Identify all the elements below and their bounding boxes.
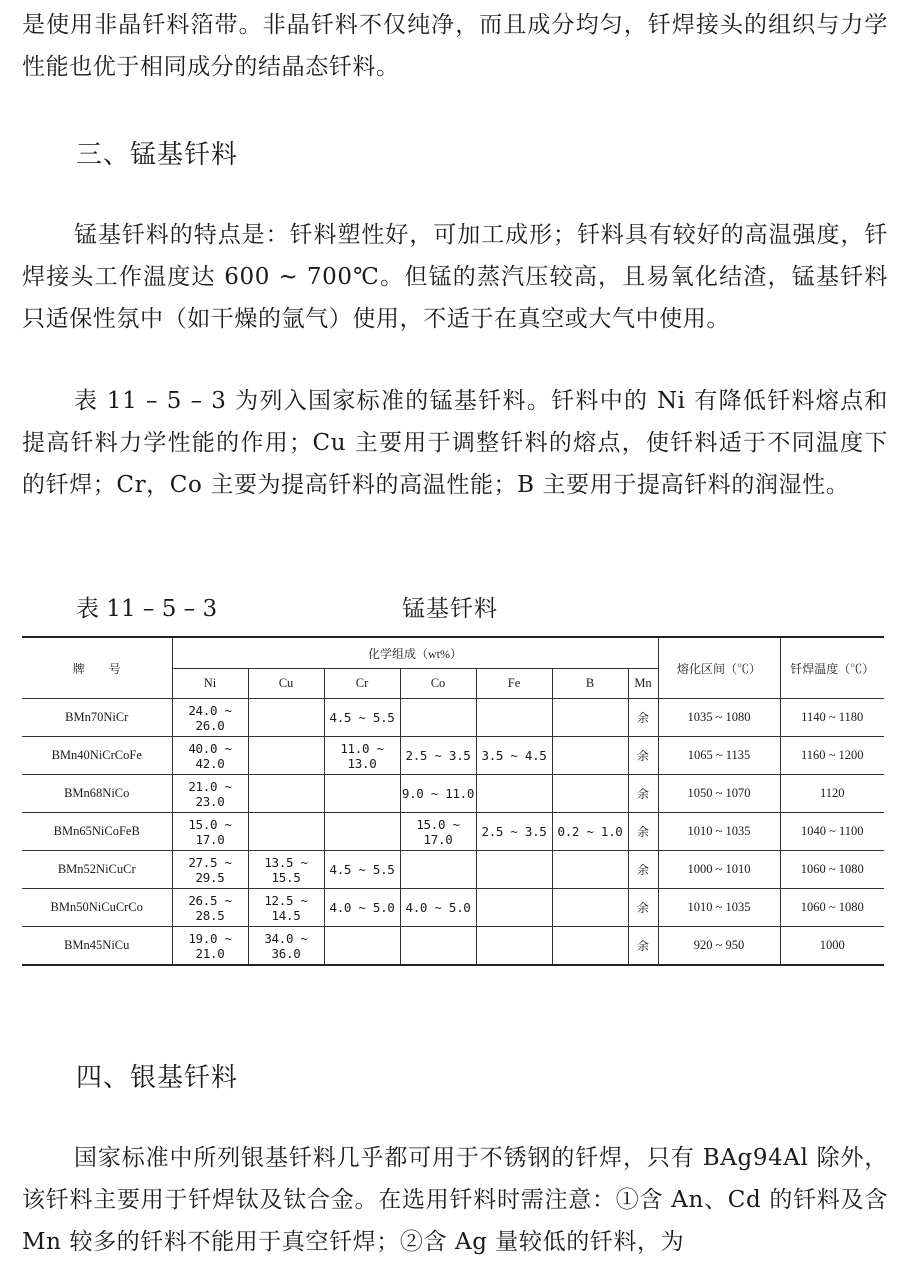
cell-cu [248, 775, 324, 813]
cell-brazing-temp: 1140 ~ 1180 [780, 699, 884, 737]
cell-melting-range: 920 ~ 950 [658, 927, 780, 966]
table-row [22, 889, 884, 927]
cell-melting-range: 1050 ~ 1070 [658, 775, 780, 813]
header-brand: 牌 号 [22, 637, 172, 699]
cell-cr: 4.5 ~ 5.5 [324, 851, 400, 889]
cell-b [552, 737, 628, 775]
cell-ni: 19.0 ~ 21.0 [172, 927, 248, 966]
cell-b [552, 889, 628, 927]
cell-mn: 余 [628, 699, 658, 737]
cell-ni: 21.0 ~ 23.0 [172, 775, 248, 813]
header-composition: 化学组成（wt%） [172, 637, 658, 669]
cell-brazing-temp: 1160 ~ 1200 [780, 737, 884, 775]
paragraph-silver-intro: 国家标准中所列银基钎料几乎都可用于不锈钢的钎焊，只有 BAg94Al 除外，该钎料主要用于钎焊钛及钛合金。在选用钎料时需注意：①含 An、Cd 的钎料及含 Mn 较多的钎料不能用于真空钎焊；②含 Ag 量较低的钎料，为 [22, 1145, 888, 1255]
paragraph-amorphous-foil: 是使用非晶钎料箔带。非晶钎料不仅纯净，而且成分均匀，钎焊接头的组织与力学性能也优于相同成分的结晶态钎料。 [22, 12, 888, 80]
cell-co [400, 851, 476, 889]
cell-fe [476, 927, 552, 966]
cell-cr [324, 927, 400, 966]
cell-fe [476, 889, 552, 927]
cell-brand: BMn50NiCuCrCo [22, 889, 172, 927]
table-row [22, 851, 884, 889]
cell-cu: 12.5 ~ 14.5 [248, 889, 324, 927]
table-row [22, 813, 884, 851]
cell-melting-range: 1065 ~ 1135 [658, 737, 780, 775]
paragraph-table-intro: 表 11 – 5 – 3 为列入国家标准的锰基钎料。钎料中的 Ni 有降低钎料熔点和提高钎料力学性能的作用；Cu 主要用于调整钎料的熔点，使钎料适于不同温度下的钎焊；Cr，Co 主要为提高钎料的高温性能；B 主要用于提高钎料的润湿性。 [22, 388, 888, 498]
cell-mn: 余 [628, 813, 658, 851]
cell-cr [324, 775, 400, 813]
cell-cr: 4.0 ~ 5.0 [324, 889, 400, 927]
table-header-row [22, 637, 884, 669]
cell-cr [324, 813, 400, 851]
cell-ni: 26.5 ~ 28.5 [172, 889, 248, 927]
paragraph-manganese-features: 锰基钎料的特点是：钎料塑性好，可加工成形；钎料具有较好的高温强度，钎焊接头工作温度达 600 ~ 700℃。但锰的蒸汽压较高，且易氧化结渣，锰基钎料只适保性氛中（如干燥的氩气）使用，不适于在真空或大气中使用。 [22, 222, 888, 332]
cell-brazing-temp: 1040 ~ 1100 [780, 813, 884, 851]
cell-brand: BMn70NiCr [22, 699, 172, 737]
cell-b [552, 927, 628, 966]
cell-co: 15.0 ~ 17.0 [400, 813, 476, 851]
cell-cu: 34.0 ~ 36.0 [248, 927, 324, 966]
cell-cu [248, 737, 324, 775]
cell-brazing-temp: 1120 [780, 775, 884, 813]
cell-ni: 15.0 ~ 17.0 [172, 813, 248, 851]
table-row [22, 737, 884, 775]
cell-b [552, 775, 628, 813]
cell-co [400, 699, 476, 737]
table-caption-title: 锰基钎料 [402, 596, 498, 622]
cell-melting-range: 1035 ~ 1080 [658, 699, 780, 737]
cell-cu: 13.5 ~ 15.5 [248, 851, 324, 889]
header-ni: Ni [172, 669, 248, 699]
cell-cu [248, 699, 324, 737]
cell-fe: 2.5 ~ 3.5 [476, 813, 552, 851]
cell-brand: BMn45NiCu [22, 927, 172, 966]
cell-mn: 余 [628, 775, 658, 813]
manganese-filler-table [22, 636, 884, 966]
header-melting-range: 熔化区间（℃） [658, 637, 780, 699]
cell-brazing-temp: 1060 ~ 1080 [780, 851, 884, 889]
cell-ni: 24.0 ~ 26.0 [172, 699, 248, 737]
cell-fe [476, 699, 552, 737]
cell-fe [476, 851, 552, 889]
cell-ni: 40.0 ~ 42.0 [172, 737, 248, 775]
cell-mn: 余 [628, 851, 658, 889]
cell-mn: 余 [628, 889, 658, 927]
cell-cr: 4.5 ~ 5.5 [324, 699, 400, 737]
cell-co: 4.0 ~ 5.0 [400, 889, 476, 927]
cell-b [552, 699, 628, 737]
section-heading-silver: 四、银基钎料 [76, 1063, 239, 1093]
cell-melting-range: 1010 ~ 1035 [658, 889, 780, 927]
cell-cr: 11.0 ~ 13.0 [324, 737, 400, 775]
cell-fe [476, 775, 552, 813]
cell-brand: BMn40NiCrCoFe [22, 737, 172, 775]
header-b: B [552, 669, 628, 699]
cell-ni: 27.5 ~ 29.5 [172, 851, 248, 889]
table-row [22, 775, 884, 813]
header-co: Co [400, 669, 476, 699]
cell-mn: 余 [628, 927, 658, 966]
cell-melting-range: 1010 ~ 1035 [658, 813, 780, 851]
cell-brand: BMn68NiCo [22, 775, 172, 813]
header-mn: Mn [628, 669, 658, 699]
cell-brazing-temp: 1060 ~ 1080 [780, 889, 884, 927]
cell-co: 2.5 ~ 3.5 [400, 737, 476, 775]
cell-co: 9.0 ~ 11.0 [400, 775, 476, 813]
header-brazing-temp: 钎焊温度（℃） [780, 637, 884, 699]
cell-brand: BMn52NiCuCr [22, 851, 172, 889]
cell-b [552, 851, 628, 889]
cell-b: 0.2 ~ 1.0 [552, 813, 628, 851]
cell-fe: 3.5 ~ 4.5 [476, 737, 552, 775]
cell-brand: BMn65NiCoFeB [22, 813, 172, 851]
table-row [22, 927, 884, 966]
cell-mn: 余 [628, 737, 658, 775]
header-cr: Cr [324, 669, 400, 699]
table-row [22, 699, 884, 737]
cell-co [400, 927, 476, 966]
header-fe: Fe [476, 669, 552, 699]
header-cu: Cu [248, 669, 324, 699]
cell-melting-range: 1000 ~ 1010 [658, 851, 780, 889]
section-heading-manganese: 三、锰基钎料 [76, 140, 239, 170]
cell-cu [248, 813, 324, 851]
cell-brazing-temp: 1000 [780, 927, 884, 966]
table-caption-number: 表 11 – 5 – 3 [76, 596, 218, 622]
